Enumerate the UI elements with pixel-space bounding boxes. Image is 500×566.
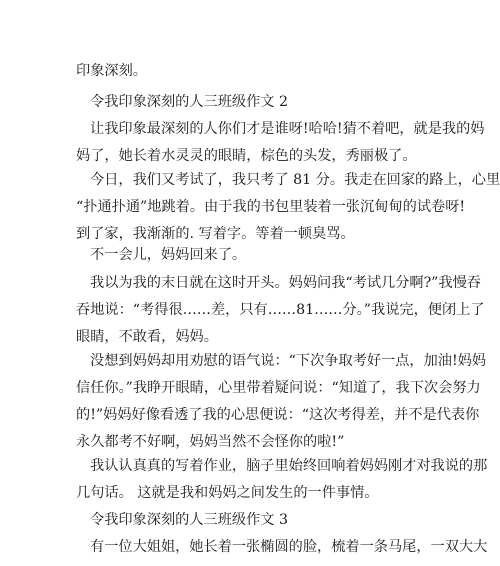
- text-line: 的!”妈妈好像看透了我的心思便说：“这次考得差，并不是代表你: [76, 407, 480, 423]
- paragraph: [76, 167, 500, 248]
- paragraph: [76, 534, 488, 561]
- heading-text: 令我印象深刻的人三班级作文 3: [90, 512, 288, 528]
- paragraph: [76, 453, 488, 507]
- text-line: 吞地说：“考得很……差，只有……81……分。”我说完，便闭上了: [76, 302, 485, 318]
- text-line: 妈了，她长着水灵灵的眼睛，棕色的头发，秀丽极了。: [76, 148, 417, 164]
- text-line: 到了家，我渐渐的. 写着字。等着一顿臭骂。: [76, 226, 355, 242]
- paragraph-continuation: [76, 58, 426, 85]
- section-heading-2: [76, 89, 426, 116]
- text-line: 有一位大姐姐，她长着一张椭圆的脸，梳着一条马尾，一双大大: [90, 539, 488, 555]
- text-line: 我以为我的末日就在这时开头。妈妈问我“考试几分啊?”我慢吞: [90, 275, 481, 291]
- paragraph: [76, 270, 485, 351]
- text-line: 我认认真真的写着作业，脑子里始终回响着妈妈刚才对我说的那: [90, 458, 488, 474]
- text-line: 印象深刻。: [76, 63, 147, 79]
- paragraph: [76, 116, 485, 170]
- text-line: 眼睛，不敢看，妈妈。: [76, 329, 218, 345]
- text-line: 今日，我们又考试了，我只考了 81 分。我走在回家的路上，心里: [90, 172, 500, 188]
- text-line: “扑通扑通”地跳着。由于我的书包里装着一张沉甸甸的试卷呀!: [76, 199, 466, 215]
- text-line: 不一会儿，妈妈回来了。: [90, 247, 247, 263]
- text-line: 几句话。 这就是我和妈妈之间发生的一件事情。: [76, 485, 379, 501]
- section-heading-3: [76, 507, 426, 534]
- paragraph: [76, 242, 426, 269]
- text-line: 让我印象最深刻的人你们才是谁呀!哈哈!猜不着吧，就是我的妈: [90, 121, 485, 137]
- text-line: 信任你。”我睁开眼睛，心里带着疑问说：“知道了，我下次会努力: [76, 380, 481, 396]
- text-line: 永久都考不好啊，妈妈当然不会怪你的啦!”: [76, 434, 345, 450]
- paragraph: [76, 348, 487, 456]
- heading-text: 令我印象深刻的人三班级作文 2: [90, 94, 288, 110]
- text-line: 没想到妈妈却用劝慰的语气说：“下次争取考好一点，加油!妈妈: [90, 353, 487, 369]
